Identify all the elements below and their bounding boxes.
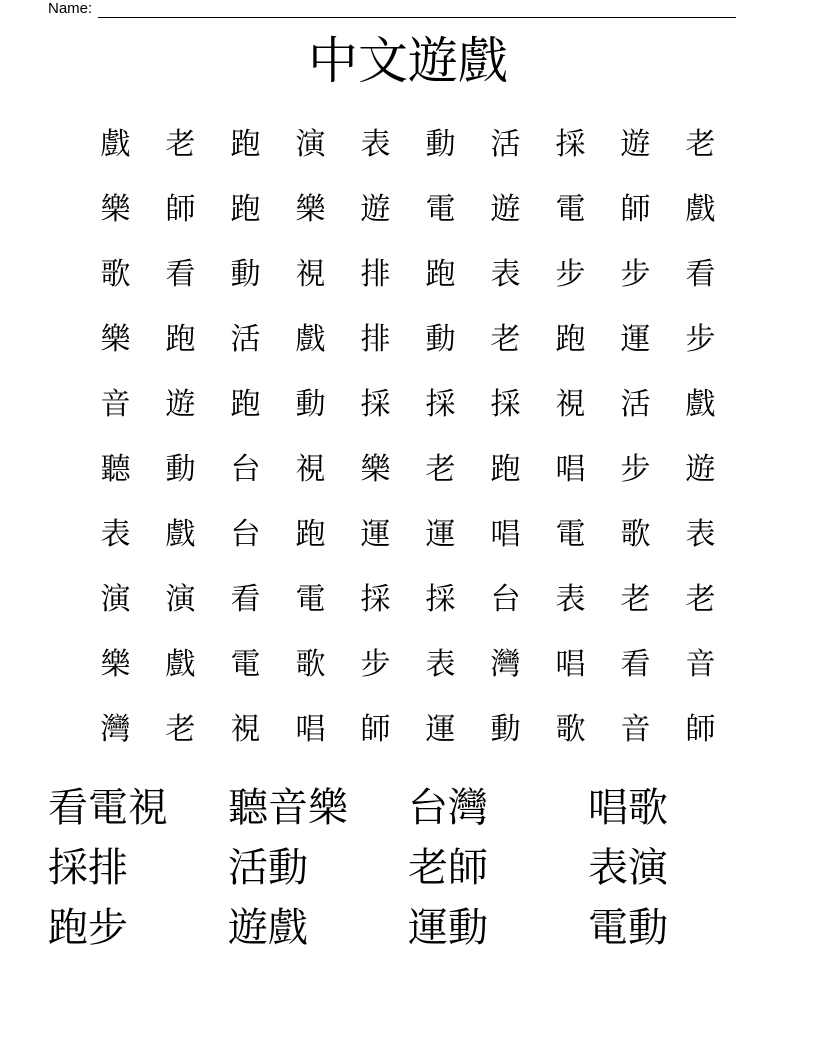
grid-cell[interactable]: 聽 — [100, 451, 131, 487]
grid-cell[interactable]: 採 — [490, 386, 521, 422]
grid-cell[interactable]: 老 — [620, 581, 651, 617]
grid-cell[interactable]: 歌 — [295, 646, 326, 682]
grid-cell[interactable]: 表 — [490, 256, 521, 292]
grid-cell[interactable]: 歌 — [555, 711, 586, 747]
grid-cell[interactable]: 老 — [685, 581, 716, 617]
grid-cell[interactable]: 演 — [165, 581, 196, 617]
grid-cell[interactable]: 台 — [230, 451, 261, 487]
grid-cell[interactable]: 看 — [685, 256, 716, 292]
grid-cell[interactable]: 動 — [230, 256, 261, 292]
grid-cell[interactable]: 歌 — [100, 256, 131, 292]
grid-cell[interactable]: 戲 — [100, 126, 131, 162]
grid-cell[interactable]: 電 — [425, 191, 456, 227]
grid-cell[interactable]: 表 — [360, 126, 391, 162]
grid-cell[interactable]: 戲 — [685, 191, 716, 227]
grid-cell[interactable]: 視 — [555, 386, 586, 422]
grid-cell[interactable]: 戲 — [685, 386, 716, 422]
grid-cell[interactable]: 遊 — [685, 451, 716, 487]
word-bank-item: 採排 — [48, 845, 128, 891]
grid-cell[interactable]: 視 — [295, 451, 326, 487]
grid-cell[interactable]: 跑 — [555, 321, 586, 357]
word-bank-item: 看電視 — [48, 785, 168, 831]
grid-cell[interactable]: 唱 — [295, 711, 326, 747]
grid-cell[interactable]: 樂 — [100, 646, 131, 682]
word-search-grid — [83, 112, 733, 762]
grid-cell[interactable]: 樂 — [100, 321, 131, 357]
grid-cell[interactable]: 演 — [295, 126, 326, 162]
word-bank-item: 聽音樂 — [228, 785, 348, 831]
grid-cell[interactable]: 電 — [230, 646, 261, 682]
grid-cell[interactable]: 看 — [620, 646, 651, 682]
grid-cell[interactable]: 跑 — [230, 191, 261, 227]
grid-cell[interactable]: 樂 — [360, 451, 391, 487]
grid-cell[interactable]: 樂 — [100, 191, 131, 227]
grid-cell[interactable]: 表 — [100, 516, 131, 552]
grid-cell[interactable]: 運 — [620, 321, 651, 357]
grid-cell[interactable]: 唱 — [490, 516, 521, 552]
grid-cell[interactable]: 動 — [295, 386, 326, 422]
grid-cell[interactable]: 台 — [230, 516, 261, 552]
grid-cell[interactable]: 表 — [685, 516, 716, 552]
word-bank-item: 跑步 — [48, 905, 128, 951]
grid-cell[interactable]: 採 — [555, 126, 586, 162]
grid-cell[interactable]: 視 — [230, 711, 261, 747]
grid-cell[interactable]: 看 — [165, 256, 196, 292]
grid-cell[interactable]: 遊 — [360, 191, 391, 227]
grid-cell[interactable]: 步 — [620, 256, 651, 292]
grid-cell[interactable]: 採 — [360, 581, 391, 617]
grid-cell[interactable]: 電 — [555, 191, 586, 227]
grid-cell[interactable]: 師 — [165, 191, 196, 227]
word-bank — [48, 778, 768, 958]
name-label: Name: — [48, 0, 93, 17]
word-bank-item: 電動 — [588, 905, 668, 951]
grid-cell[interactable]: 師 — [620, 191, 651, 227]
word-bank-item: 台灣 — [408, 785, 488, 831]
grid-cell[interactable]: 唱 — [555, 451, 586, 487]
grid-cell[interactable]: 動 — [490, 711, 521, 747]
grid-cell[interactable]: 唱 — [555, 646, 586, 682]
grid-cell[interactable]: 運 — [425, 516, 456, 552]
word-bank-item: 老師 — [408, 845, 488, 891]
grid-cell[interactable]: 步 — [685, 321, 716, 357]
grid-cell[interactable]: 電 — [555, 516, 586, 552]
grid-cell[interactable]: 跑 — [425, 256, 456, 292]
grid-cell[interactable]: 遊 — [165, 386, 196, 422]
grid-cell[interactable]: 灣 — [490, 646, 521, 682]
name-blank-line[interactable] — [98, 3, 736, 18]
grid-cell[interactable]: 老 — [685, 126, 716, 162]
grid-cell[interactable]: 跑 — [230, 386, 261, 422]
grid-cell[interactable]: 動 — [165, 451, 196, 487]
grid-cell[interactable]: 遊 — [490, 191, 521, 227]
grid-cell[interactable]: 老 — [165, 126, 196, 162]
word-bank-item: 遊戲 — [228, 905, 308, 951]
grid-cell[interactable]: 跑 — [165, 321, 196, 357]
grid-cell[interactable]: 動 — [425, 321, 456, 357]
grid-cell[interactable]: 跑 — [230, 126, 261, 162]
name-field — [48, 0, 736, 18]
grid-cell[interactable]: 跑 — [295, 516, 326, 552]
grid-cell[interactable]: 戲 — [165, 646, 196, 682]
word-bank-item: 唱歌 — [588, 785, 668, 831]
grid-cell[interactable]: 音 — [620, 711, 651, 747]
word-bank-item: 表演 — [588, 845, 668, 891]
grid-cell[interactable]: 音 — [685, 646, 716, 682]
grid-cell[interactable]: 表 — [555, 581, 586, 617]
grid-cell[interactable]: 音 — [100, 386, 131, 422]
grid-cell[interactable]: 排 — [360, 321, 391, 357]
grid-cell[interactable]: 採 — [360, 386, 391, 422]
grid-cell[interactable]: 台 — [490, 581, 521, 617]
grid-cell[interactable]: 步 — [360, 646, 391, 682]
grid-cell[interactable]: 師 — [360, 711, 391, 747]
grid-cell[interactable]: 戲 — [165, 516, 196, 552]
grid-cell[interactable]: 活 — [490, 126, 521, 162]
grid-cell[interactable]: 遊 — [620, 126, 651, 162]
grid-cell[interactable]: 老 — [490, 321, 521, 357]
grid-cell[interactable]: 動 — [425, 126, 456, 162]
page-title: 中文遊戲 — [308, 32, 508, 90]
grid-cell[interactable]: 採 — [425, 581, 456, 617]
grid-cell[interactable]: 電 — [295, 581, 326, 617]
grid-cell[interactable]: 歌 — [620, 516, 651, 552]
grid-cell[interactable]: 步 — [555, 256, 586, 292]
grid-cell[interactable]: 排 — [360, 256, 391, 292]
grid-cell[interactable]: 老 — [165, 711, 196, 747]
grid-cell[interactable]: 看 — [230, 581, 261, 617]
grid-cell[interactable]: 跑 — [490, 451, 521, 487]
grid-cell[interactable]: 樂 — [295, 191, 326, 227]
grid-cell[interactable]: 採 — [425, 386, 456, 422]
grid-cell[interactable]: 運 — [425, 711, 456, 747]
grid-cell[interactable]: 活 — [620, 386, 651, 422]
grid-cell[interactable]: 灣 — [100, 711, 131, 747]
grid-cell[interactable]: 老 — [425, 451, 456, 487]
grid-cell[interactable]: 師 — [685, 711, 716, 747]
grid-cell[interactable]: 戲 — [295, 321, 326, 357]
grid-cell[interactable]: 演 — [100, 581, 131, 617]
grid-cell[interactable]: 運 — [360, 516, 391, 552]
grid-cell[interactable]: 視 — [295, 256, 326, 292]
grid-cell[interactable]: 步 — [620, 451, 651, 487]
grid-cell[interactable]: 表 — [425, 646, 456, 682]
grid-cell[interactable]: 活 — [230, 321, 261, 357]
word-bank-item: 活動 — [228, 845, 308, 891]
word-bank-item: 運動 — [408, 905, 488, 951]
